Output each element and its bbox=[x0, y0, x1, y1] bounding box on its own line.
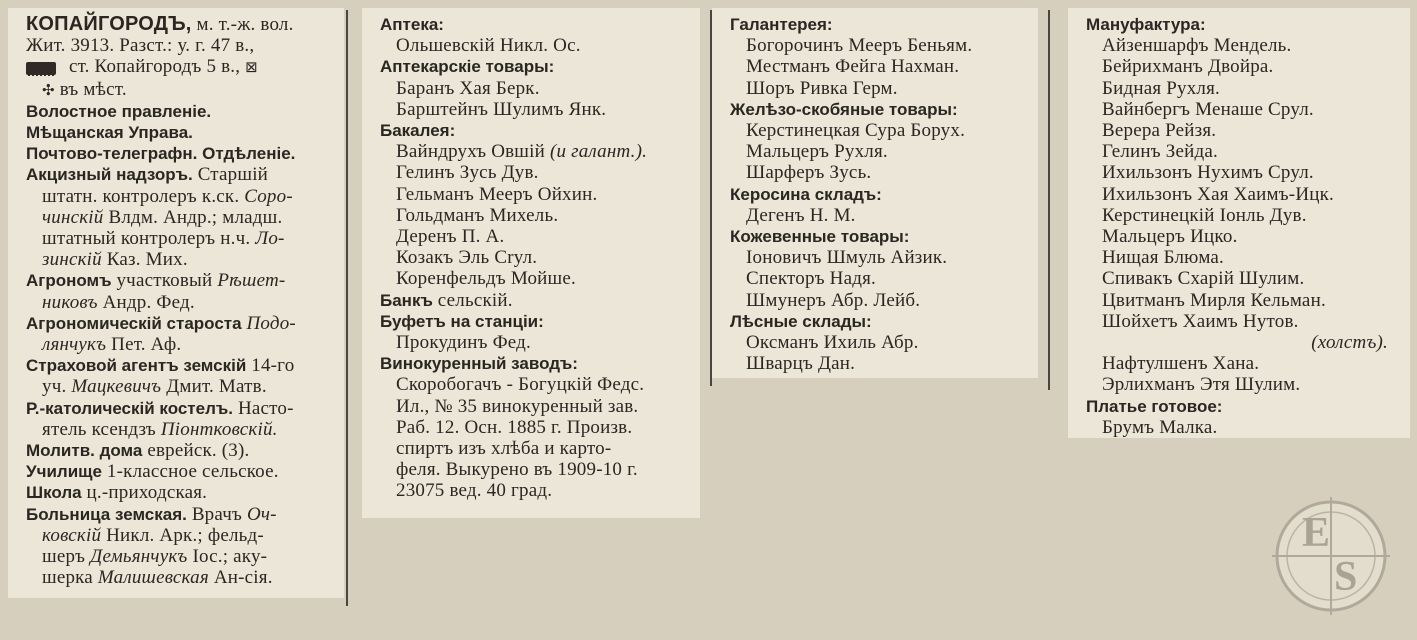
list-item: Местманъ Фейга Нахман. bbox=[746, 56, 960, 78]
list-item: Гольдманъ Михель. bbox=[396, 204, 559, 226]
entry-line bbox=[26, 419, 338, 440]
entry-text: уч. bbox=[42, 376, 67, 398]
section-heading: Банкъ bbox=[380, 290, 433, 310]
entry-text: ятель ксендзъ bbox=[42, 418, 156, 440]
entry-line bbox=[26, 313, 338, 334]
surname-text: лянчукъ bbox=[42, 334, 107, 356]
entry-text: Ан-сія. bbox=[213, 567, 273, 589]
list-item: Баранъ Хая Берк. bbox=[396, 77, 540, 99]
surname-text: Малишевская bbox=[97, 567, 209, 589]
entry-text: ц.-приходская. bbox=[86, 482, 208, 504]
column-town-info bbox=[8, 8, 344, 598]
entry-line bbox=[26, 546, 338, 567]
entry-text: участковый bbox=[116, 270, 213, 292]
list-item: Эрлихманъ Этя Шулим. bbox=[1102, 374, 1301, 396]
entry-line bbox=[26, 292, 338, 313]
list-item: Керстинецкая Сура Борух. bbox=[746, 120, 966, 142]
list-item: Бейрихманъ Двойра. bbox=[1102, 56, 1274, 78]
entry-line bbox=[26, 56, 338, 78]
entry-line bbox=[26, 334, 338, 355]
list-item: 23075 вед. 40 град. bbox=[396, 480, 553, 502]
list-item: Вайнбергъ Менаше Срул. bbox=[1102, 98, 1314, 120]
surname-text: чинскій bbox=[42, 206, 104, 228]
entry-line bbox=[26, 207, 338, 228]
entry-text: Насто- bbox=[237, 397, 294, 419]
section-heading: Аптека: bbox=[380, 15, 444, 34]
list-item: Гелинъ Зусь Дув. bbox=[396, 162, 539, 184]
surname-text: ковскій bbox=[42, 524, 102, 546]
section-heading: Р.-католическій костелъ. bbox=[26, 398, 234, 418]
column-businesses-c bbox=[1068, 8, 1410, 438]
entry-text: Іос.; аку- bbox=[192, 546, 268, 568]
section-heading: Страховой агентъ земскій bbox=[26, 356, 247, 376]
entry-line bbox=[26, 567, 338, 588]
entry-line bbox=[26, 482, 338, 503]
list-item: Айзеншарфъ Мендель. bbox=[1102, 35, 1292, 57]
entry-line bbox=[26, 228, 338, 249]
watermark-crosshair bbox=[1272, 497, 1390, 615]
list-item: Коренфельдъ Мойше. bbox=[396, 268, 576, 290]
list-item: Шарферъ Зусь. bbox=[746, 162, 872, 184]
entry-line bbox=[26, 398, 338, 419]
list-item: Мальцеръ Рухля. bbox=[746, 141, 888, 163]
entry-text: Старшій bbox=[197, 164, 269, 186]
surname-text: Подо- bbox=[246, 312, 296, 334]
column-businesses-a bbox=[362, 8, 700, 518]
entry-line bbox=[26, 186, 338, 207]
list-item: Шоръ Ривка Герм. bbox=[746, 77, 898, 99]
column-rule bbox=[1048, 10, 1050, 390]
telegraph-icon: ✣ bbox=[42, 80, 55, 99]
section-heading: Галантерея: bbox=[730, 15, 833, 34]
section-heading: Буфетъ на станціи: bbox=[380, 311, 544, 331]
list-item: Іоновичъ Шмуль Айзик. bbox=[746, 247, 948, 269]
list-item: Ольшевскій Никл. Ос. bbox=[396, 35, 581, 57]
list-item: Мальцеръ Ицко. bbox=[1102, 226, 1238, 248]
section-heading: Больница земская. bbox=[26, 504, 187, 524]
entry-line bbox=[380, 290, 694, 311]
entry-text: 14-го bbox=[251, 355, 295, 377]
list-item: Спекторъ Надя. bbox=[746, 268, 876, 290]
section-heading: Акцизный надзоръ. bbox=[26, 165, 193, 185]
list-item: Брумъ Малка. bbox=[1102, 416, 1218, 438]
entry-text: Андр. Фед. bbox=[102, 291, 195, 313]
list-item: Верера Рейзя. bbox=[1102, 120, 1217, 142]
town-title: КОПАЙГОРОДЪ, bbox=[26, 13, 192, 35]
section-heading: Мануфактура: bbox=[1086, 15, 1206, 34]
section-heading: Почтово-телеграфн. Отдѣленіе. bbox=[26, 144, 296, 164]
list-item: Барштейнъ Шулимъ Янк. bbox=[396, 98, 607, 120]
section-heading: Керосина складъ: bbox=[730, 184, 882, 204]
watermark-stamp bbox=[1272, 497, 1390, 615]
surname-text: Оч- bbox=[247, 503, 277, 525]
list-item: Керстинецкій Іонль Дув. bbox=[1102, 204, 1307, 226]
list-item: Скоробогачъ - Богуцкій Федс. bbox=[396, 374, 645, 396]
section-heading: Желѣзо-скобяные товары: bbox=[730, 99, 958, 119]
list-item: Шойхетъ Хаимъ Нутов. bbox=[1102, 310, 1299, 332]
list-item: феля. Выкурено въ 1909-10 г. bbox=[396, 459, 638, 481]
section-heading: Лѣсные склады: bbox=[730, 311, 872, 331]
column-businesses-b bbox=[712, 8, 1038, 378]
surname-text: никовъ bbox=[42, 291, 98, 313]
section-heading: Молитв. дома bbox=[26, 441, 143, 461]
section-heading: Агрономъ bbox=[26, 271, 112, 291]
list-item: Гелинъ Зейда. bbox=[1102, 141, 1218, 163]
watermark-letter: S bbox=[1334, 554, 1358, 600]
list-item: Спивакъ Схарій Шулим. bbox=[1102, 268, 1305, 290]
entry-line bbox=[26, 270, 338, 291]
surname-text: зинскій bbox=[42, 249, 102, 271]
section-heading: Кожевенные товары: bbox=[730, 227, 910, 247]
entry-text: штатный контролеръ н.ч. bbox=[42, 228, 251, 250]
list-item-note: (холстъ). bbox=[1311, 332, 1388, 354]
entry-line bbox=[26, 14, 338, 35]
entry-text: сельскій. bbox=[437, 289, 513, 311]
section-heading: Училище bbox=[26, 462, 102, 482]
list-item: Гельманъ Мееръ Ойхин. bbox=[396, 183, 598, 205]
entry-line bbox=[26, 504, 338, 525]
post-office-icon: ⊠ bbox=[245, 58, 258, 77]
surname-text: Рѣшет- bbox=[217, 270, 286, 292]
town-type: м. т.-ж. вол. bbox=[196, 14, 294, 35]
section-heading: Школа bbox=[26, 483, 82, 503]
entry-text: Никл. Арк.; фельд- bbox=[106, 524, 264, 546]
station-text: ст. Копайгородъ 5 в., bbox=[68, 56, 241, 78]
list-item: Бидная Рухля. bbox=[1102, 77, 1220, 99]
list-item: Нафтулшенъ Хана. bbox=[1102, 353, 1260, 375]
section-heading: Платье готовое: bbox=[1086, 396, 1223, 416]
list-item: Шварцъ Дан. bbox=[746, 353, 856, 375]
watermark-letter: E bbox=[1302, 510, 1331, 556]
section-heading: Волостное правленіе. bbox=[26, 101, 212, 121]
section-heading: Винокуренный заводъ: bbox=[380, 354, 578, 374]
surname-text: Демьянчукъ bbox=[90, 546, 188, 568]
surname-text: Мацкевичъ bbox=[71, 376, 162, 398]
list-item: Дегенъ Н. М. bbox=[746, 204, 856, 226]
list-item: Раб. 12. Осн. 1885 г. Произв. bbox=[396, 416, 633, 438]
entry-text: 1-классное сельское. bbox=[106, 461, 279, 483]
list-item: Шмунеръ Абр. Лейб. bbox=[746, 289, 921, 311]
list-item: Оксманъ Ихиль Абр. bbox=[746, 332, 919, 354]
surname-text: Піонтковскій. bbox=[160, 418, 278, 440]
entry-line bbox=[26, 525, 338, 546]
list-item: Богорочинъ Мееръ Беньям. bbox=[746, 35, 973, 57]
entry-text: штатн. контролеръ к.ск. bbox=[42, 185, 240, 207]
list-item: Козакъ Эль Сrул. bbox=[396, 247, 538, 269]
list-item: Прокудинъ Фед. bbox=[396, 332, 531, 354]
list-item bbox=[380, 141, 694, 162]
entry-line bbox=[26, 79, 338, 101]
entry-line bbox=[26, 376, 338, 397]
note-text: (и галант.). bbox=[549, 141, 648, 163]
entry-line bbox=[26, 249, 338, 270]
list-item: Цвитманъ Мирля Кельман. bbox=[1102, 289, 1326, 311]
section-heading: Бакалея: bbox=[380, 121, 456, 141]
list-item: спиртъ изъ хлѣба и карто- bbox=[396, 438, 612, 460]
entry-line bbox=[26, 164, 338, 185]
entry-text: Вайндрухъ Овшій bbox=[396, 141, 545, 163]
list-item: Ихильзонъ Нухимъ Срул. bbox=[1102, 162, 1314, 184]
surname-text: Ло- bbox=[255, 228, 285, 250]
entry-text: шеръ bbox=[42, 546, 86, 568]
column-rule bbox=[346, 10, 348, 606]
list-item: Ихильзонъ Хая Хаимъ-Ицк. bbox=[1102, 183, 1334, 205]
list-item: Нищая Блюма. bbox=[1102, 247, 1225, 269]
location-text: въ мѣст. bbox=[59, 78, 127, 100]
entry-line bbox=[26, 461, 338, 482]
entry-text: Пет. Аф. bbox=[111, 334, 182, 356]
section-heading: Аптекарскіе товары: bbox=[380, 57, 555, 77]
list-item: Ил., № 35 винокуренный зав. bbox=[396, 395, 639, 417]
entry-line bbox=[26, 355, 338, 376]
entry-line: Жит. 3913. Разст.: у. г. 47 в., bbox=[26, 35, 255, 57]
entry-text: Врачъ bbox=[191, 503, 243, 525]
list-item: Деренъ П. А. bbox=[396, 226, 505, 248]
railway-icon bbox=[26, 62, 56, 75]
section-heading: Агрономическій староста bbox=[26, 313, 242, 333]
entry-text: Влдм. Андр.; младш. bbox=[108, 206, 283, 228]
entry-text: Каз. Мих. bbox=[106, 249, 188, 271]
entry-text: шерка bbox=[42, 567, 93, 589]
entry-line bbox=[26, 440, 338, 461]
section-heading: Мѣщанская Управа. bbox=[26, 123, 193, 143]
surname-text: Соро- bbox=[244, 185, 293, 207]
entry-text: Дмит. Матв. bbox=[166, 376, 267, 398]
entry-text: еврейск. (3). bbox=[147, 440, 250, 462]
